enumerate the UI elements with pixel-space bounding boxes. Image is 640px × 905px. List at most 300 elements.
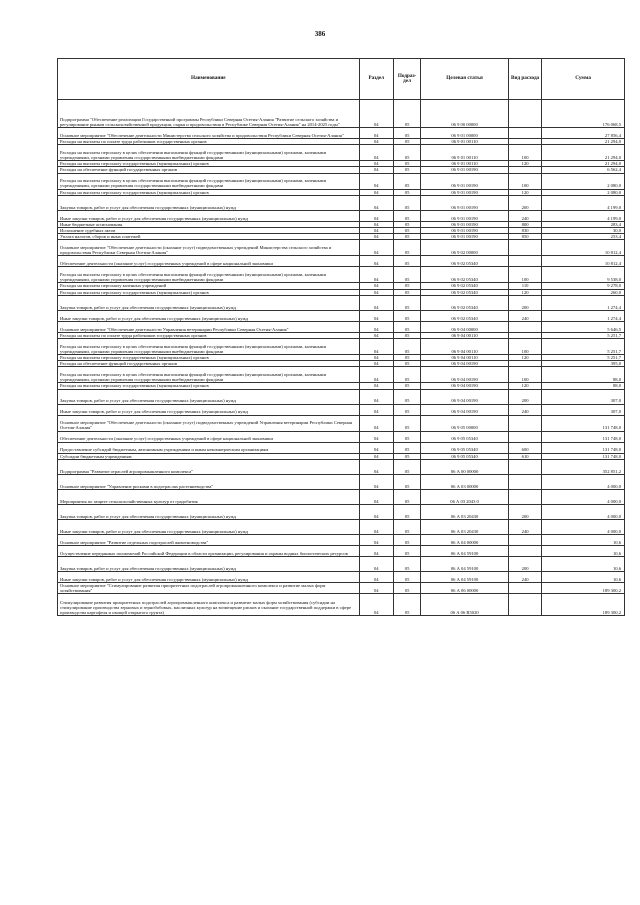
cell-subsection: 05 [393,367,420,383]
cell-sum: 131 748,0 [542,431,625,442]
cell-section: 04 [359,556,393,571]
cell-section: 04 [359,571,393,582]
cell-kind [508,431,541,442]
cell-article: 06 9 04 00190 [421,361,509,367]
table-row [58,145,625,161]
cell-sum: 2 080,0 [542,173,625,189]
column-header-sum: Сумма [542,59,625,100]
cell-subsection: 05 [393,234,420,240]
cell-kind [508,459,541,474]
cell-article: 06 9 04 00110 [421,355,509,361]
cell-section: 04 [359,228,393,234]
cell-name: Обеспечение деятельности (оказание услуг) государственных учреждений в сфере национальной экономики [58,431,360,442]
cell-kind: 240 [508,519,541,534]
cell-sum: 27 856,4 [542,128,625,139]
cell-subsection: 05 [393,128,420,139]
cell-subsection: 05 [393,283,420,289]
cell-kind: 100 [508,145,541,161]
cell-kind: 100 [508,173,541,189]
cell-section: 04 [359,545,393,556]
cell-name: Мероприятия по защите сельскохозяйственных культур от градобития [58,489,360,504]
cell-subsection: 05 [393,474,420,489]
cell-sum: 4 000,0 [542,489,625,504]
cell-kind: 200 [508,504,541,519]
cell-kind [508,100,541,128]
cell-section: 04 [359,139,393,145]
cell-subsection: 05 [393,582,420,593]
table-row [58,389,625,404]
cell-sum: 30,0 [542,228,625,234]
cell-article: 06 А 04 00000 [421,534,509,545]
cell-name: Основное мероприятие "Обеспечение деятельности Министерства сельского хозяйства и продовольствия Республики Северная Осетия-Алания" [58,128,360,139]
cell-sum: 88,0 [542,367,625,383]
cell-article: 06 9 02 05340 [421,283,509,289]
table-row [58,128,625,139]
table-row [58,404,625,415]
cell-kind: 610 [508,453,541,459]
cell-section: 04 [359,234,393,240]
cell-sum: 1 274,4 [542,310,625,321]
cell-sum: 131 748,0 [542,415,625,431]
cell-article: 06 9 01 00190 [421,195,509,210]
cell-name: Расходы на выплаты персоналу государственных (муниципальных) органов [58,289,360,295]
cell-sum: 10 812,4 [542,240,625,256]
cell-section: 04 [359,210,393,221]
cell-subsection: 05 [393,228,420,234]
cell-subsection: 05 [393,161,420,167]
cell-sum: 5 646,5 [542,321,625,332]
cell-name: Осуществление переданных полномочий Российской Федерации в области организации, регулирования и охраны водных биологических ресурсов [58,545,360,556]
cell-section: 04 [359,295,393,310]
cell-section: 04 [359,173,393,189]
cell-subsection: 05 [393,442,420,453]
cell-sum: 307,0 [542,389,625,404]
table-row [58,256,625,267]
cell-kind [508,256,541,267]
cell-name: Закупка товаров, работ и услуг для обеспечения государственных (муниципальных) нужд [58,295,360,310]
cell-name: Расходы на выплаты персоналу в целях обеспечения выполнения функций государственными (муниципальными) органами, казенными учреждениями, органами управления государственными внебюджетными фондами [58,145,360,161]
cell-subsection: 05 [393,256,420,267]
cell-section: 04 [359,489,393,504]
cell-sum: 21 294,0 [542,161,625,167]
cell-kind: 100 [508,267,541,283]
cell-section: 04 [359,289,393,295]
cell-subsection: 05 [393,459,420,474]
table-row [58,173,625,189]
cell-section: 04 [359,383,393,389]
cell-section: 04 [359,534,393,545]
cell-section: 04 [359,594,393,616]
cell-article: 06 А 04 59100 [421,545,509,556]
cell-name: Подпрограмма "Развитие отраслей агропромышленного комплекса" [58,459,360,474]
column-header-subsection: Подраз-дел [393,59,420,100]
cell-article: 06 9 01 00110 [421,145,509,161]
cell-section: 04 [359,415,393,431]
cell-subsection: 05 [393,289,420,295]
cell-subsection: 05 [393,361,420,367]
cell-subsection: 05 [393,415,420,431]
cell-name: Иные закупки товаров, работ и услуг для обеспечения государственных (муниципальных) нужд [58,404,360,415]
cell-article: 06 9 05 05340 [421,453,509,459]
cell-name: Расходы на обеспечение функций государственных органов [58,361,360,367]
cell-section: 04 [359,442,393,453]
cell-name: Расходы на обеспечение функций государственных органов [58,167,360,173]
cell-sum: 2 080,0 [542,189,625,195]
cell-kind: 120 [508,289,541,295]
cell-subsection: 05 [393,195,420,210]
table-row [58,195,625,210]
cell-sum: 189 300,2 [542,594,625,616]
cell-name: Расходы на выплаты по оплате труда работников государственных органов [58,139,360,145]
cell-section: 04 [359,189,393,195]
cell-subsection: 05 [393,339,420,355]
cell-article: 06 А 03 00000 [421,474,509,489]
cell-kind: 240 [508,210,541,221]
table-header-row [58,59,625,100]
cell-article: 06 9 04 00110 [421,332,509,338]
cell-section: 04 [359,339,393,355]
cell-article: 06 9 05 05340 [421,431,509,442]
table-row [58,310,625,321]
cell-section: 04 [359,100,393,128]
cell-sum: 10,6 [542,545,625,556]
cell-kind [508,534,541,545]
cell-name: Расходы на выплаты персоналу в целях обеспечения выполнения функций государственными (муниципальными) органами, казенными учреждениями, органами управления государственными внебюджетными фондами [58,267,360,283]
cell-subsection: 05 [393,519,420,534]
cell-sum: 176 068,5 [542,100,625,128]
cell-section: 04 [359,256,393,267]
cell-article: 06 9 01 00000 [421,128,509,139]
table-row [58,545,625,556]
cell-sum: 131 748,0 [542,442,625,453]
cell-sum: 21 294,0 [542,139,625,145]
cell-sum: 1 274,4 [542,295,625,310]
cell-kind [508,415,541,431]
cell-kind [508,489,541,504]
table-row [58,489,625,504]
cell-section: 04 [359,474,393,489]
cell-kind: 200 [508,195,541,210]
cell-sum: 10,6 [542,556,625,571]
cell-kind: 120 [508,189,541,195]
cell-subsection: 05 [393,139,420,145]
cell-sum: 4 000,0 [542,504,625,519]
cell-article: 06 А 06 00000 [421,582,509,593]
cell-section: 04 [359,367,393,383]
cell-subsection: 05 [393,404,420,415]
cell-section: 04 [359,321,393,332]
table-row [58,267,625,283]
cell-article: 06 9 01 00190 [421,234,509,240]
cell-kind: 830 [508,228,541,234]
column-header-article: Целевая статья [421,59,509,100]
cell-section: 04 [359,283,393,289]
cell-kind: 120 [508,355,541,361]
cell-subsection: 05 [393,321,420,332]
cell-subsection: 05 [393,332,420,338]
table-row [58,519,625,534]
cell-sum: 253,4 [542,234,625,240]
cell-article: 06 9 02 05340 [421,267,509,283]
cell-section: 04 [359,504,393,519]
cell-section: 04 [359,221,393,227]
table-row [58,582,625,593]
cell-name: Расходы на выплаты персоналу в целях обеспечения выполнения функций государственными (муниципальными) органами, казенными учреждениями, органами управления государственными внебюджетными фондами [58,339,360,355]
cell-subsection: 05 [393,556,420,571]
cell-sum: 283,4 [542,221,625,227]
cell-name: Расходы на выплаты персоналу казенных учреждений [58,283,360,289]
table-row [58,415,625,431]
cell-article: 06 9 01 00190 [421,189,509,195]
cell-article: 06 9 04 00190 [421,404,509,415]
table-row [58,474,625,489]
cell-subsection: 05 [393,173,420,189]
cell-subsection: 05 [393,221,420,227]
cell-kind: 200 [508,556,541,571]
cell-section: 04 [359,389,393,404]
cell-name: Иные закупки товаров, работ и услуг для обеспечения государственных (муниципальных) нужд [58,310,360,321]
cell-article: 06 А 03 2043 0 [421,489,509,504]
table-row [58,367,625,383]
cell-section: 04 [359,167,393,173]
cell-sum: 260,0 [542,289,625,295]
cell-sum: 10 812,4 [542,256,625,267]
cell-article: 06 9 01 00110 [421,139,509,145]
cell-kind [508,321,541,332]
cell-article: 06 9 04 00190 [421,389,509,404]
cell-kind: 240 [508,404,541,415]
cell-section: 04 [359,310,393,321]
table-row [58,442,625,453]
cell-section: 04 [359,267,393,283]
cell-subsection: 05 [393,489,420,504]
table-body [58,100,625,616]
cell-name: Иные закупки товаров, работ и услуг для обеспечения государственных (муниципальных) нужд [58,210,360,221]
cell-section: 04 [359,453,393,459]
cell-kind: 850 [508,234,541,240]
cell-subsection: 05 [393,383,420,389]
cell-name: Закупка товаров, работ и услуг для обеспечения государственных (муниципальных) нужд [58,504,360,519]
page-number: 386 [314,30,326,38]
cell-article: 06 А 04 59100 [421,556,509,571]
table-row [58,240,625,256]
cell-kind [508,128,541,139]
cell-sum: 189 300,2 [542,582,625,593]
cell-section: 04 [359,195,393,210]
cell-article: 06 9 01 00190 [421,167,509,173]
cell-sum: 21 294,0 [542,145,625,161]
cell-subsection: 05 [393,545,420,556]
cell-sum: 5 251,7 [542,339,625,355]
cell-kind: 200 [508,389,541,404]
cell-name: Основное мероприятие "Обеспечение деятельности (оказание услуг) подведомственных учреждений Министерства сельского хозяйства и продовольствия Республики Северная Осетия-Алания" [58,240,360,256]
cell-kind [508,582,541,593]
cell-name: Расходы на выплаты персоналу в целях обеспечения выполнения функций государственными (муниципальными) органами, казенными учреждениями, органами управления государственными внебюджетными фондами [58,173,360,189]
cell-subsection: 05 [393,453,420,459]
cell-kind: 100 [508,367,541,383]
cell-kind: 240 [508,310,541,321]
cell-name: Подпрограмма "Обеспечение реализации Государственной программы Республики Северная Осетия-Алания "Развитие сельского хозяйства и регулирование рынков сельскохозяйственной продукции, сырья и продовольствия в Республике Северная Осетия-Алания" на 2014-2025 годы" [58,100,360,128]
cell-article: 06 9 01 00190 [421,210,509,221]
cell-section: 04 [359,519,393,534]
cell-name: Основное мероприятие "Управление рисками в подотраслях растениеводства" [58,474,360,489]
cell-subsection: 05 [393,295,420,310]
cell-article: 06 А 03 20430 [421,504,509,519]
cell-subsection: 05 [393,145,420,161]
table-row [58,571,625,582]
cell-subsection: 05 [393,189,420,195]
cell-name: Закупка товаров, работ и услуг для обеспечения государственных (муниципальных) нужд [58,389,360,404]
cell-name: Расходы на выплаты по оплате труда работников государственных органов [58,332,360,338]
cell-subsection: 05 [393,355,420,361]
cell-name: Основное мероприятие "Обеспечение деятельности (оказание услуг) подведомственных учреждений Управления ветеринарии Республики Северная Осетия-Алания" [58,415,360,431]
cell-sum: 10,6 [542,534,625,545]
table-row [58,594,625,616]
cell-section: 04 [359,240,393,256]
cell-section: 04 [359,361,393,367]
cell-sum: 5 251,7 [542,355,625,361]
cell-sum: 9 278,0 [542,283,625,289]
cell-kind: 120 [508,161,541,167]
cell-section: 04 [359,161,393,167]
cell-sum: 307,0 [542,404,625,415]
cell-article: 06 А 00 00000 [421,459,509,474]
cell-name: Иные бюджетные ассигнования [58,221,360,227]
cell-article: 06 А 04 59100 [421,571,509,582]
cell-name: Исполнение судебных актов [58,228,360,234]
cell-article: 06 9 05 00000 [421,415,509,431]
cell-article: 06 9 04 00190 [421,367,509,383]
cell-subsection: 05 [393,267,420,283]
cell-subsection: 05 [393,240,420,256]
cell-article: 06 А 03 20430 [421,519,509,534]
cell-sum: 352 851,2 [542,459,625,474]
cell-subsection: 05 [393,100,420,128]
column-header-section: Раздел [359,59,393,100]
cell-name: Предоставление субсидий бюджетным, автономным учреждениям и иным некоммерческим организациям [58,442,360,453]
cell-section: 04 [359,332,393,338]
table-row [58,321,625,332]
cell-kind: 200 [508,295,541,310]
cell-name: Расходы на выплаты персоналу государственных (муниципальных) органов [58,189,360,195]
cell-name: Расходы на выплаты персоналу государственных (муниципальных) органов [58,355,360,361]
cell-name: Основное мероприятие "Развитие отдельных подотраслей животноводства" [58,534,360,545]
cell-article: 06 9 01 00190 [421,173,509,189]
cell-article: 06 9 04 00000 [421,321,509,332]
cell-subsection: 05 [393,431,420,442]
cell-subsection: 05 [393,310,420,321]
cell-article: 06 9 00 00000 [421,100,509,128]
cell-sum: 88,0 [542,383,625,389]
cell-article: 06 9 02 05340 [421,289,509,295]
cell-sum: 5 251,7 [542,332,625,338]
cell-kind [508,474,541,489]
column-header-kind: Вид расхода [508,59,541,100]
cell-kind: 110 [508,283,541,289]
column-header-name: Наименование [58,59,360,100]
cell-section: 04 [359,145,393,161]
table-row [58,210,625,221]
cell-sum: 4 199,0 [542,195,625,210]
cell-name: Расходы на выплаты персоналу государственных (муниципальных) органов [58,161,360,167]
cell-article: 06 9 01 00190 [421,221,509,227]
cell-name: Расходы на выплаты персоналу государственных (муниципальных) органов [58,383,360,389]
cell-subsection: 05 [393,167,420,173]
cell-article: 06 9 02 05340 [421,295,509,310]
cell-subsection: 05 [393,389,420,404]
cell-subsection: 05 [393,571,420,582]
table-row [58,295,625,310]
cell-article: 06 9 01 00110 [421,161,509,167]
cell-section: 04 [359,459,393,474]
cell-section: 04 [359,582,393,593]
cell-section: 04 [359,404,393,415]
cell-sum: 4 000,0 [542,519,625,534]
cell-sum: 6 562,4 [542,167,625,173]
cell-sum: 131 748,0 [542,453,625,459]
cell-subsection: 05 [393,210,420,221]
table-row [58,459,625,474]
cell-kind [508,545,541,556]
cell-sum: 4 199,0 [542,210,625,221]
table-row [58,504,625,519]
cell-subsection: 05 [393,504,420,519]
cell-kind: 120 [508,383,541,389]
cell-article: 06 9 04 00110 [421,339,509,355]
cell-kind: 600 [508,442,541,453]
cell-name: Закупка товаров, работ и услуг для обеспечения государственных (муниципальных) нужд [58,195,360,210]
cell-name: Обеспечение деятельности (оказание услуг) государственных учреждений в сфере национальной экономики [58,256,360,267]
cell-name: Закупка товаров, работ и услуг для обеспечения государственных (муниципальных) нужд [58,556,360,571]
budget-table [57,58,625,616]
cell-article: 06 9 02 05340 [421,256,509,267]
cell-article: 06 9 01 00190 [421,228,509,234]
cell-name: Иные закупки товаров, работ и услуг для обеспечения государственных (муниципальных) нужд [58,571,360,582]
cell-kind: 100 [508,339,541,355]
cell-article: 06 9 04 00190 [421,383,509,389]
table-row [58,100,625,128]
cell-article: 06 А 06 R5020 [421,594,509,616]
cell-subsection: 05 [393,534,420,545]
cell-name: Основное мероприятие "Обеспечение деятельности Управления ветеринарии Республики Северная Осетия-Алания" [58,321,360,332]
cell-kind [508,240,541,256]
cell-sum: 10,6 [542,571,625,582]
cell-name: Иные закупки товаров, работ и услуг для обеспечения государственных (муниципальных) нужд [58,519,360,534]
cell-name: Уплата налогов, сборов и иных платежей [58,234,360,240]
cell-kind: 240 [508,571,541,582]
cell-sum: 4 000,0 [542,474,625,489]
table-row [58,534,625,545]
cell-section: 04 [359,128,393,139]
cell-section: 04 [359,355,393,361]
cell-section: 04 [359,431,393,442]
cell-name: Расходы на выплаты персоналу в целях обеспечения выполнения функций государственными (муниципальными) органами, казенными учреждениями, органами управления государственными внебюджетными фондами [58,367,360,383]
cell-subsection: 05 [393,594,420,616]
table-row [58,556,625,571]
table-row [58,431,625,442]
cell-article: 06 9 02 05340 [421,310,509,321]
cell-name: Субсидии бюджетным учреждениям [58,453,360,459]
cell-article: 06 9 02 00000 [421,240,509,256]
cell-sum: 9 538,0 [542,267,625,283]
table-row [58,339,625,355]
cell-kind [508,594,541,616]
cell-kind: 800 [508,221,541,227]
cell-name: Стимулирование развития приоритетных подотраслей агропромышленного комплекса и развитие малых форм хозяйствования (субсидии на стимулирование производства зерновых и зернобобовых, масличных культур на возмещение рисков и оказание государственной поддержки в сфере производства картофеля и овощей открытого грунта) [58,594,360,616]
cell-sum: 395,0 [542,361,625,367]
cell-name: Основное мероприятие "Стимулирование развития приоритетных подотраслей агропромышленного комплекса и развитие малых форм хозяйствования" [58,582,360,593]
cell-article: 06 9 05 05340 [421,442,509,453]
